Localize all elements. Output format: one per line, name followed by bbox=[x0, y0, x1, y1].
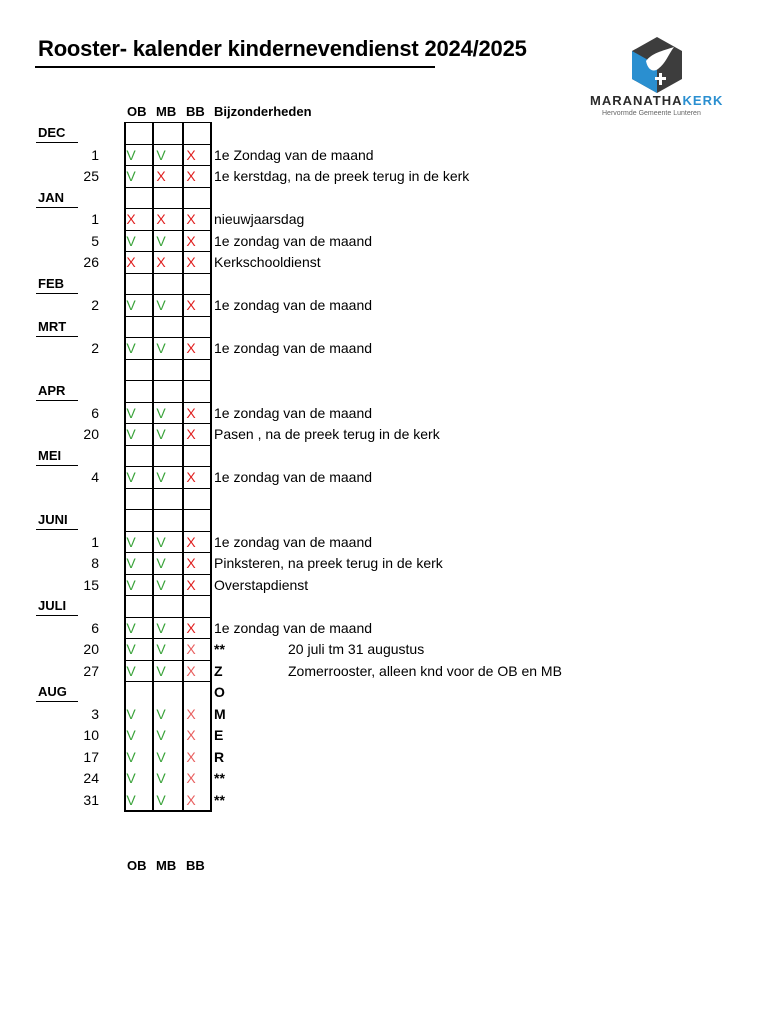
bb-mark: X bbox=[186, 533, 196, 550]
day-number: 27 bbox=[83, 662, 99, 679]
month-underline bbox=[36, 615, 78, 616]
month-label: JAN bbox=[38, 189, 65, 205]
grid-row-line bbox=[124, 165, 212, 166]
day-number: 25 bbox=[83, 168, 99, 184]
day-number: 5 bbox=[91, 232, 99, 249]
footer-mb: MB bbox=[156, 858, 177, 873]
day-number: 8 bbox=[91, 555, 99, 571]
grid-row-line bbox=[124, 445, 212, 446]
day-number: 24 bbox=[83, 770, 99, 786]
month-label: JUNI bbox=[38, 512, 68, 527]
month-label: FEB bbox=[38, 275, 64, 291]
grid-row-line bbox=[124, 380, 212, 381]
ob-mark: V bbox=[126, 748, 136, 765]
row-note: ** bbox=[214, 770, 225, 786]
day-number: 20 bbox=[83, 426, 99, 442]
mb-mark: V bbox=[156, 232, 166, 249]
row-note-detail: Zomerrooster, alleen knd voor de OB en MB bbox=[288, 662, 562, 679]
grid-row-line bbox=[124, 144, 212, 145]
mb-mark: V bbox=[156, 641, 166, 657]
grid-row-line bbox=[124, 337, 212, 338]
row-note: Z bbox=[214, 662, 223, 679]
row-note: Kerkschooldienst bbox=[214, 254, 321, 270]
grid-row-line bbox=[124, 509, 212, 510]
grid-row-line bbox=[124, 488, 212, 489]
day-number: 1 bbox=[91, 533, 99, 550]
month-label: JULI bbox=[38, 598, 67, 613]
grid-row-line bbox=[124, 359, 212, 360]
grid-row-line bbox=[124, 574, 212, 575]
day-number: 20 bbox=[83, 641, 99, 657]
ob-mark: V bbox=[126, 340, 136, 356]
day-number: 6 bbox=[91, 619, 99, 636]
row-note: O bbox=[214, 684, 225, 700]
month-underline bbox=[36, 207, 78, 208]
ob-mark: V bbox=[126, 297, 136, 313]
month-underline bbox=[36, 529, 78, 530]
row-note: 1e zondag van de maand bbox=[214, 619, 373, 636]
title-underline bbox=[35, 66, 435, 68]
mb-mark: V bbox=[156, 533, 166, 550]
row-note: E bbox=[214, 727, 224, 743]
mb-mark: V bbox=[156, 662, 166, 679]
day-number: 1 bbox=[91, 211, 99, 227]
month-underline bbox=[36, 142, 78, 143]
row-note: R bbox=[214, 748, 225, 765]
grid-row-line bbox=[124, 402, 212, 403]
day-number: 1 bbox=[91, 146, 99, 163]
bb-mark: X bbox=[186, 791, 196, 808]
grid-row-line bbox=[124, 316, 212, 317]
row-note: 1e zondag van de maand bbox=[214, 232, 373, 249]
column-header-mb: MB bbox=[156, 104, 177, 119]
bb-mark: X bbox=[186, 340, 196, 356]
column-header-ob: OB bbox=[127, 104, 147, 119]
month-underline bbox=[36, 293, 78, 294]
bb-mark: X bbox=[186, 619, 196, 636]
grid-row-line bbox=[124, 638, 212, 639]
row-note: Pinksteren, na preek terug in de kerk bbox=[214, 555, 443, 571]
mb-mark: V bbox=[156, 426, 166, 442]
mb-mark: X bbox=[156, 168, 166, 184]
row-note: 1e zondag van de maand bbox=[214, 533, 373, 550]
day-number: 2 bbox=[91, 340, 99, 356]
ob-mark: V bbox=[126, 555, 136, 571]
bb-mark: X bbox=[186, 404, 196, 421]
day-number: 4 bbox=[91, 469, 99, 485]
page-title: Rooster- kalender kindernevendienst 2024/2025 bbox=[38, 36, 527, 61]
grid-row-line bbox=[124, 273, 212, 274]
month-label: MRT bbox=[38, 318, 67, 334]
mb-mark: X bbox=[156, 254, 166, 270]
grid-row-line bbox=[124, 208, 212, 209]
mb-mark: V bbox=[156, 748, 166, 765]
bb-mark: X bbox=[186, 770, 196, 786]
ob-mark: V bbox=[126, 662, 136, 679]
logo-wordmark: MARANATHAKERK bbox=[590, 93, 724, 108]
bb-mark: X bbox=[186, 211, 196, 227]
column-header-notes: Bijzonderheden bbox=[214, 104, 312, 119]
mb-mark: V bbox=[156, 297, 166, 313]
bb-mark: X bbox=[186, 168, 196, 184]
row-note: Overstapdienst bbox=[214, 576, 309, 593]
row-note: ** bbox=[214, 641, 225, 657]
ob-mark: V bbox=[126, 533, 136, 550]
bb-mark: X bbox=[186, 469, 196, 485]
ob-mark: V bbox=[126, 146, 136, 163]
grid-row-line bbox=[124, 595, 212, 596]
bb-mark: X bbox=[186, 426, 196, 442]
ob-mark: V bbox=[126, 469, 136, 485]
mb-mark: X bbox=[156, 211, 166, 227]
church-logo bbox=[590, 35, 725, 125]
row-note: M bbox=[214, 705, 226, 722]
bb-mark: X bbox=[186, 146, 196, 163]
grid-row-line bbox=[124, 660, 212, 661]
month-label: AUG bbox=[38, 684, 67, 699]
ob-mark: V bbox=[126, 232, 136, 249]
grid-row-line bbox=[124, 681, 212, 682]
hexagon-dove-icon bbox=[628, 35, 686, 93]
month-underline bbox=[36, 465, 78, 466]
day-number: 15 bbox=[83, 576, 99, 593]
row-note: 1e zondag van de maand bbox=[214, 297, 373, 313]
mb-mark: V bbox=[156, 146, 166, 163]
month-underline bbox=[36, 400, 78, 401]
ob-mark: V bbox=[126, 576, 136, 593]
footer-ob: OB bbox=[127, 858, 147, 873]
row-note: nieuwjaarsdag bbox=[214, 211, 305, 227]
grid-row-line bbox=[124, 230, 212, 231]
ob-mark: V bbox=[126, 770, 136, 786]
month-label: APR bbox=[38, 383, 66, 398]
bb-mark: X bbox=[186, 705, 196, 722]
ob-mark: V bbox=[126, 791, 136, 808]
grid-row-line bbox=[124, 466, 212, 467]
ob-mark: V bbox=[126, 727, 136, 743]
mb-mark: V bbox=[156, 340, 166, 356]
bb-mark: X bbox=[186, 662, 196, 679]
row-note: 1e Zondag van de maand bbox=[214, 146, 374, 163]
ob-mark: V bbox=[126, 705, 136, 722]
day-number: 10 bbox=[83, 727, 99, 743]
bb-mark: X bbox=[186, 576, 196, 593]
row-note: 1e zondag van de maand bbox=[214, 404, 373, 421]
bb-mark: X bbox=[186, 641, 196, 657]
row-note: 1e zondag van de maand bbox=[214, 340, 373, 356]
ob-mark: V bbox=[126, 619, 136, 636]
grid-row-line bbox=[124, 122, 212, 123]
grid-row-line bbox=[124, 251, 212, 252]
bb-mark: X bbox=[186, 555, 196, 571]
bb-mark: X bbox=[186, 727, 196, 743]
bb-mark: X bbox=[186, 297, 196, 313]
ob-mark: V bbox=[126, 404, 136, 421]
day-number: 31 bbox=[83, 791, 99, 808]
row-note: 1e zondag van de maand bbox=[214, 469, 373, 485]
day-number: 6 bbox=[91, 404, 99, 421]
grid-row-line bbox=[124, 531, 212, 532]
bb-mark: X bbox=[186, 232, 196, 249]
month-underline bbox=[36, 701, 78, 702]
day-number: 3 bbox=[91, 705, 99, 722]
grid-row-line bbox=[124, 617, 212, 618]
grid-row-line bbox=[124, 552, 212, 553]
month-underline bbox=[36, 336, 78, 337]
ob-mark: V bbox=[126, 168, 136, 184]
row-note: ** bbox=[214, 791, 225, 808]
ob-mark: X bbox=[126, 254, 136, 270]
mb-mark: V bbox=[156, 705, 166, 722]
mb-mark: V bbox=[156, 576, 166, 593]
mb-mark: V bbox=[156, 469, 166, 485]
ob-mark: X bbox=[126, 211, 136, 227]
grid-row-line bbox=[124, 423, 212, 424]
mb-mark: V bbox=[156, 619, 166, 636]
ob-mark: V bbox=[126, 641, 136, 657]
bb-mark: X bbox=[186, 254, 196, 270]
ob-mark: V bbox=[126, 426, 136, 442]
row-note: Pasen , na de preek terug in de kerk bbox=[214, 426, 440, 442]
row-note: 1e kerstdag, na de preek terug in de kerk bbox=[214, 168, 470, 184]
month-label: DEC bbox=[38, 125, 66, 140]
mb-mark: V bbox=[156, 555, 166, 571]
bb-mark: X bbox=[186, 748, 196, 765]
mb-mark: V bbox=[156, 404, 166, 421]
month-label: MEI bbox=[38, 447, 62, 463]
row-note-detail: 20 juli tm 31 augustus bbox=[288, 641, 425, 657]
grid-row-line bbox=[124, 294, 212, 295]
mb-mark: V bbox=[156, 791, 166, 808]
day-number: 26 bbox=[83, 254, 99, 270]
footer-bb: BB bbox=[186, 858, 205, 873]
grid-row-line bbox=[124, 187, 212, 188]
column-header-bb: BB bbox=[186, 104, 205, 119]
mb-mark: V bbox=[156, 727, 166, 743]
logo-subtitle: Hervormde Gemeente Lunteren bbox=[602, 110, 701, 117]
day-number: 2 bbox=[91, 297, 99, 313]
day-number: 17 bbox=[83, 748, 99, 765]
mb-mark: V bbox=[156, 770, 166, 786]
